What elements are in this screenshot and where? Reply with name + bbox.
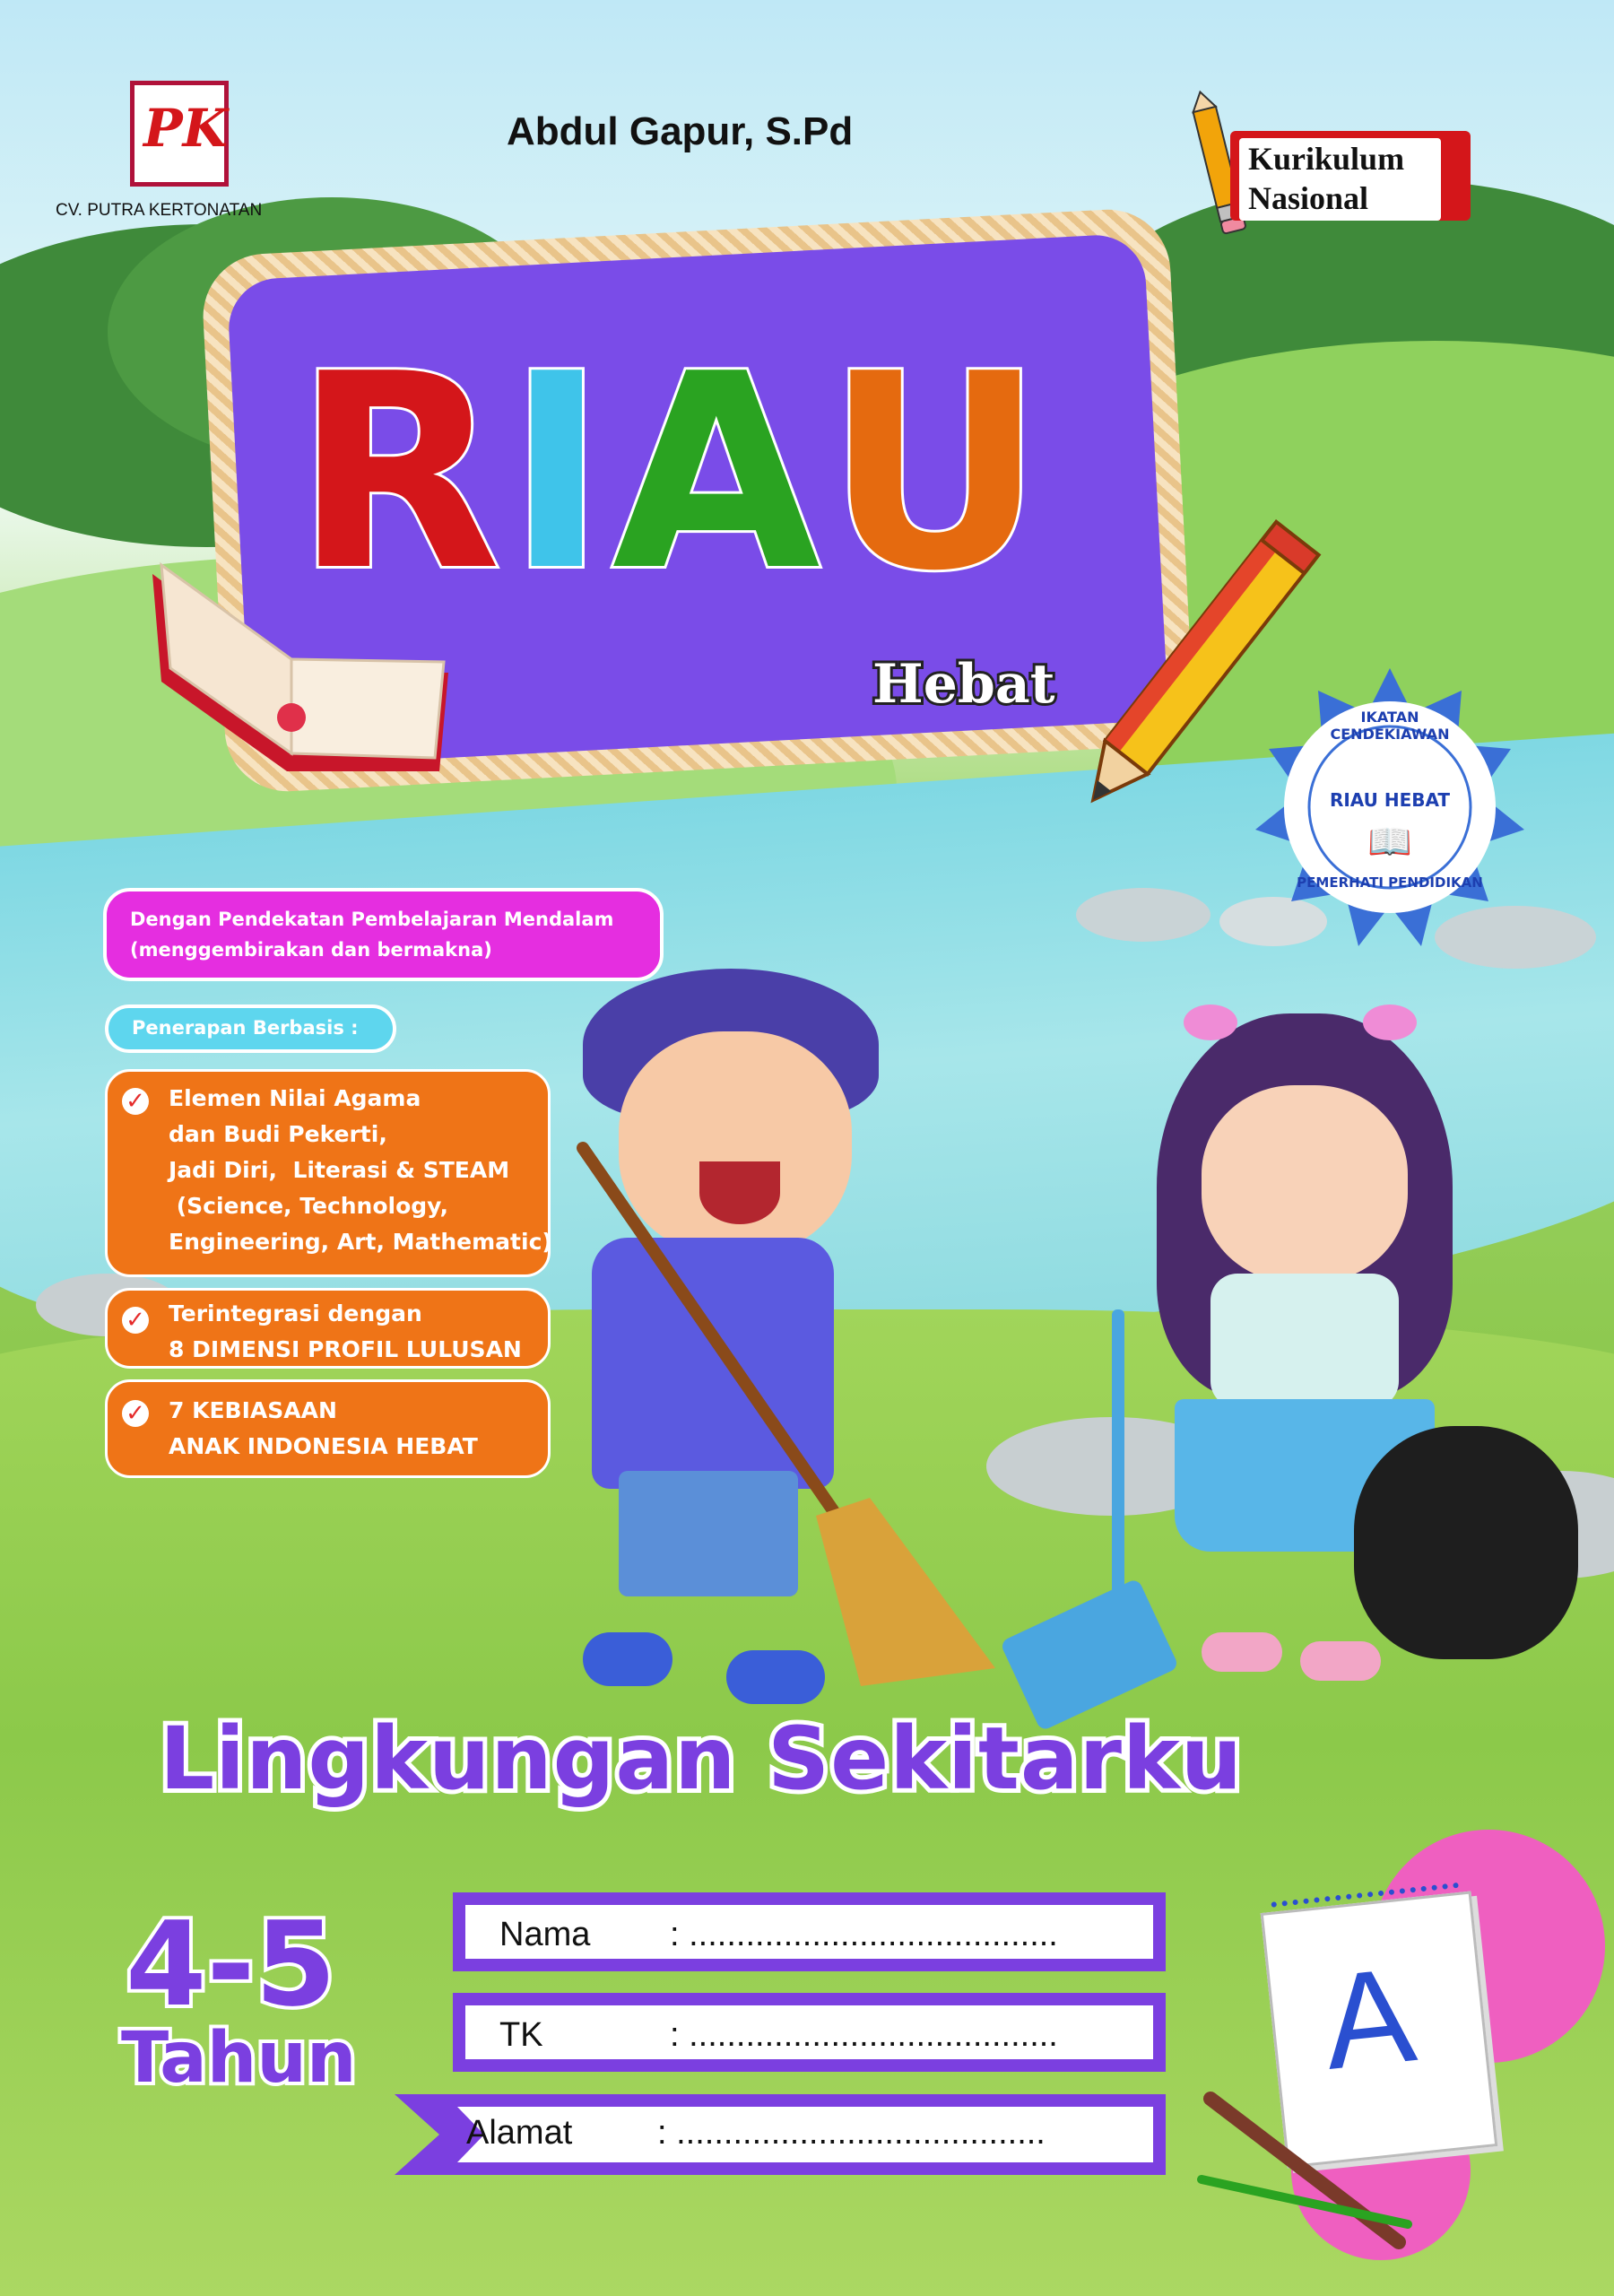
field-input[interactable]: : ....................................... [657,2114,1046,2152]
title-letter-r: R [294,317,502,630]
fountain-pen-icon [1193,2081,1426,2260]
feature-text: 7 KEBIASAAN ANAK INDONESIA HEBAT [169,1397,478,1459]
field-label: Nama [499,1916,591,1953]
publisher-logo [130,81,229,187]
title-letter-i: I [507,317,607,630]
field-label: Alamat [466,2114,573,2152]
feature-box-2 [105,1288,551,1369]
age-unit: Tahun [121,2018,357,2099]
stone [1076,888,1210,942]
checkmark-icon: ✓ [122,1088,149,1115]
field-label: TK [499,2016,543,2054]
form-field-alamat[interactable] [395,2094,1166,2175]
title-letter-a: A [612,317,820,630]
approach-line2: (menggembirakan dan bermakna) [130,939,492,961]
feature-box-3 [105,1379,551,1478]
dustpan-handle [1112,1309,1124,1632]
checkmark-icon: ✓ [122,1400,149,1427]
author-name: Abdul Gapur, S.Pd [507,109,854,153]
girl-shoe [1300,1641,1381,1681]
girl-face [1202,1085,1408,1283]
feature-text: Elemen Nilai Agama dan Budi Pekerti, Jadi Diri, Literasi & STEAM (Science, Technology, Engineering, Art, Mathematic) [169,1085,552,1255]
girl-bow [1184,1004,1237,1040]
curriculum-badge [1230,131,1481,230]
seal-bottom-text: PEMERHATI PENDIDIKAN [1297,874,1483,891]
title-letter-u: U [825,317,1045,630]
publisher-logo-text: PK [143,98,229,159]
form-field-tk[interactable] [453,1993,1166,2072]
level-letter: A [1316,1938,1422,2098]
feature-text: Terintegrasi dengan 8 DIMENSI PROFIL LULUSAN [169,1300,522,1362]
girl-shoe [1202,1632,1282,1672]
publisher-name: CV. PUTRA KERTONATAN [56,201,263,220]
badge-line2: Nasional [1248,180,1369,216]
form-field-nama[interactable] [453,1892,1166,1971]
trash-bag [1354,1426,1578,1659]
age-range: 4-5 [126,1896,336,2032]
field-input[interactable]: : ....................................... [670,2016,1058,2054]
girl-blouse [1210,1274,1399,1408]
seal-top-text: IKATAN CENDEKIAWAN [1330,709,1450,743]
approach-banner [103,888,664,981]
checkmark-icon: ✓ [122,1307,149,1334]
feature-box-1 [105,1069,551,1277]
book-icon: 📖 [1367,822,1412,863]
field-input[interactable]: : ....................................... [670,1916,1058,1953]
badge-line1: Kurikulum [1248,141,1405,177]
subject-title: Lingkungan Sekitarku [160,1709,1244,1809]
basis-label: Penerapan Berbasis : [105,1004,396,1053]
girl-bow [1363,1004,1417,1040]
seal-center-text: RIAU HEBAT [1329,789,1451,811]
broom-icon [574,1139,1040,1695]
approach-line1: Dengan Pendekatan Pembelajaran Mendalam [130,909,614,930]
open-book-icon [134,538,466,807]
title-subtitle: Hebat [872,653,1055,716]
